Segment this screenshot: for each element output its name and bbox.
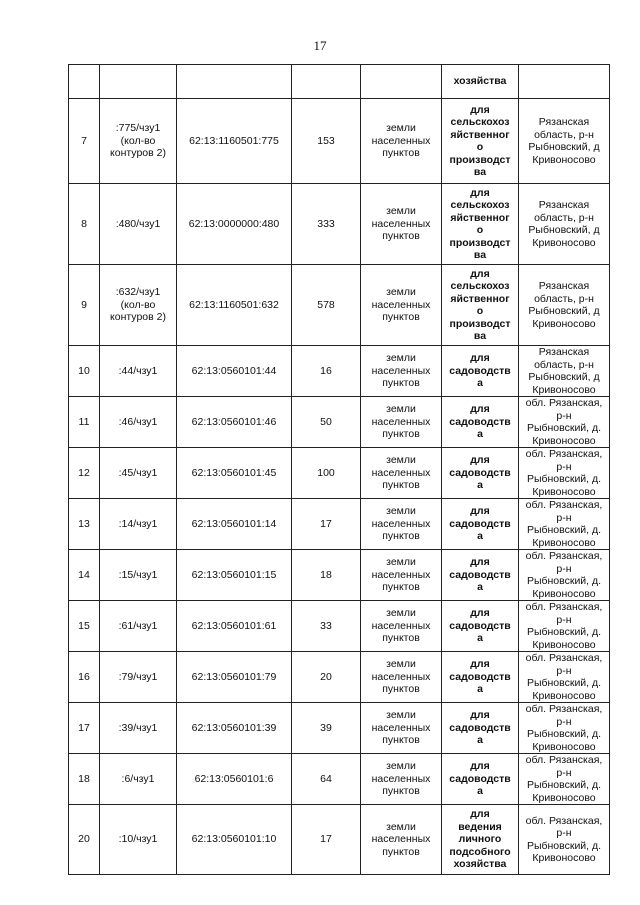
cell-no: 7	[69, 99, 100, 184]
cell-category: земли населенных пунктов	[361, 397, 442, 448]
cell-purpose: для сельскохоз яйственног о производст ва	[442, 99, 519, 184]
cell-designation: :10/чзу1	[100, 805, 177, 875]
cell-area: 50	[292, 397, 361, 448]
cell-no: 10	[69, 346, 100, 397]
cell-area: 20	[292, 652, 361, 703]
table-row	[69, 184, 610, 265]
cell-location: обл. Рязанская, р-н Рыбновский, д. Кривоносово	[519, 448, 610, 499]
cell-purpose: для садоводств а	[442, 397, 519, 448]
cell-no: 16	[69, 652, 100, 703]
cell-area: 17	[292, 805, 361, 875]
cell-cadastral	[177, 65, 292, 99]
cell-category: земли населенных пунктов	[361, 184, 442, 265]
cell-cadastral: 62:13:0560101:14	[177, 499, 292, 550]
cell-location: Рязанская область, р-н Рыбновский, д Кривоносово	[519, 346, 610, 397]
cell-location: обл. Рязанская, р-н Рыбновский, д. Кривоносово	[519, 754, 610, 805]
cell-cadastral: 62:13:0560101:46	[177, 397, 292, 448]
cell-location: обл. Рязанская, р-н Рыбновский, д. Кривоносово	[519, 703, 610, 754]
cell-area	[292, 65, 361, 99]
table-row	[69, 499, 610, 550]
cell-location: обл. Рязанская, р-н Рыбновский, д. Кривоносово	[519, 550, 610, 601]
cell-cadastral: 62:13:0560101:44	[177, 346, 292, 397]
cell-location: обл. Рязанская, р-н Рыбновский, д. Кривоносово	[519, 397, 610, 448]
cell-no: 13	[69, 499, 100, 550]
cell-purpose: для садоводств а	[442, 448, 519, 499]
table-row	[69, 805, 610, 875]
cell-purpose: для садоводств а	[442, 346, 519, 397]
cell-no: 12	[69, 448, 100, 499]
cell-location: Рязанская область, р-н Рыбновский, д Кривоносово	[519, 184, 610, 265]
cell-category: земли населенных пунктов	[361, 499, 442, 550]
cell-area: 18	[292, 550, 361, 601]
cell-area: 33	[292, 601, 361, 652]
cell-category: земли населенных пунктов	[361, 805, 442, 875]
cell-purpose: для садоводств а	[442, 754, 519, 805]
cell-no: 11	[69, 397, 100, 448]
cell-designation: :632/чзу1 (кол-во контуров 2)	[100, 265, 177, 346]
cell-designation: :44/чзу1	[100, 346, 177, 397]
cell-purpose: для сельскохоз яйственног о производст ва	[442, 265, 519, 346]
cell-purpose: хозяйства	[442, 65, 519, 99]
cell-area: 100	[292, 448, 361, 499]
cell-designation: :480/чзу1	[100, 184, 177, 265]
table-row	[69, 550, 610, 601]
cell-purpose: для ведения личного подсобного хозяйства	[442, 805, 519, 875]
cell-category: земли населенных пунктов	[361, 754, 442, 805]
cell-designation: :6/чзу1	[100, 754, 177, 805]
cell-no: 8	[69, 184, 100, 265]
cell-designation: :775/чзу1 (кол-во контуров 2)	[100, 99, 177, 184]
cell-location: обл. Рязанская, р-н Рыбновский, д. Кривоносово	[519, 601, 610, 652]
cell-designation	[100, 65, 177, 99]
cell-location: Рязанская область, р-н Рыбновский, д Кривоносово	[519, 265, 610, 346]
cell-no: 18	[69, 754, 100, 805]
cell-category: земли населенных пунктов	[361, 601, 442, 652]
cell-designation: :61/чзу1	[100, 601, 177, 652]
cell-area: 153	[292, 99, 361, 184]
table-row	[69, 397, 610, 448]
cell-category: земли населенных пунктов	[361, 265, 442, 346]
cell-cadastral: 62:13:0000000:480	[177, 184, 292, 265]
table-row	[69, 99, 610, 184]
table-row	[69, 265, 610, 346]
cell-no: 20	[69, 805, 100, 875]
cell-designation: :15/чзу1	[100, 550, 177, 601]
cell-area: 578	[292, 265, 361, 346]
cell-purpose: для садоводств а	[442, 499, 519, 550]
cell-designation: :46/чзу1	[100, 397, 177, 448]
table-row	[69, 346, 610, 397]
cell-area: 16	[292, 346, 361, 397]
cell-cadastral: 62:13:0560101:15	[177, 550, 292, 601]
cell-designation: :45/чзу1	[100, 448, 177, 499]
cell-category	[361, 65, 442, 99]
cell-purpose: для садоводств а	[442, 652, 519, 703]
cell-location: обл. Рязанская, р-н Рыбновский, д. Кривоносово	[519, 499, 610, 550]
cell-no	[69, 65, 100, 99]
cell-purpose: для садоводств а	[442, 703, 519, 754]
cell-area: 39	[292, 703, 361, 754]
cell-purpose: для садоводств а	[442, 601, 519, 652]
cell-cadastral: 62:13:0560101:6	[177, 754, 292, 805]
cell-location: обл. Рязанская, р-н Рыбновский, д. Кривоносово	[519, 805, 610, 875]
cell-area: 17	[292, 499, 361, 550]
cell-location	[519, 65, 610, 99]
cell-cadastral: 62:13:1160501:775	[177, 99, 292, 184]
cell-category: земли населенных пунктов	[361, 346, 442, 397]
cell-category: земли населенных пунктов	[361, 703, 442, 754]
table-row	[69, 703, 610, 754]
cell-no: 9	[69, 265, 100, 346]
cell-location: обл. Рязанская, р-н Рыбновский, д. Кривоносово	[519, 652, 610, 703]
cell-category: земли населенных пунктов	[361, 448, 442, 499]
cell-cadastral: 62:13:0560101:45	[177, 448, 292, 499]
cell-designation: :14/чзу1	[100, 499, 177, 550]
cell-area: 333	[292, 184, 361, 265]
cell-cadastral: 62:13:0560101:61	[177, 601, 292, 652]
cell-cadastral: 62:13:1160501:632	[177, 265, 292, 346]
cell-designation: :39/чзу1	[100, 703, 177, 754]
cell-cadastral: 62:13:0560101:39	[177, 703, 292, 754]
table-row	[69, 652, 610, 703]
page-number: 17	[313, 38, 327, 53]
land-plots-table	[68, 64, 610, 875]
cell-category: земли населенных пунктов	[361, 550, 442, 601]
cell-category: земли населенных пунктов	[361, 652, 442, 703]
cell-designation: :79/чзу1	[100, 652, 177, 703]
cell-purpose: для садоводств а	[442, 550, 519, 601]
table-row	[69, 601, 610, 652]
cell-no: 14	[69, 550, 100, 601]
cell-cadastral: 62:13:0560101:79	[177, 652, 292, 703]
cell-no: 15	[69, 601, 100, 652]
table-row-continuation	[69, 65, 610, 99]
cell-cadastral: 62:13:0560101:10	[177, 805, 292, 875]
cell-purpose: для сельскохоз яйственног о производст ва	[442, 184, 519, 265]
cell-no: 17	[69, 703, 100, 754]
cell-category: земли населенных пунктов	[361, 99, 442, 184]
cell-area: 64	[292, 754, 361, 805]
table-row	[69, 754, 610, 805]
cell-location: Рязанская область, р-н Рыбновский, д Кривоносово	[519, 99, 610, 184]
table-row	[69, 448, 610, 499]
